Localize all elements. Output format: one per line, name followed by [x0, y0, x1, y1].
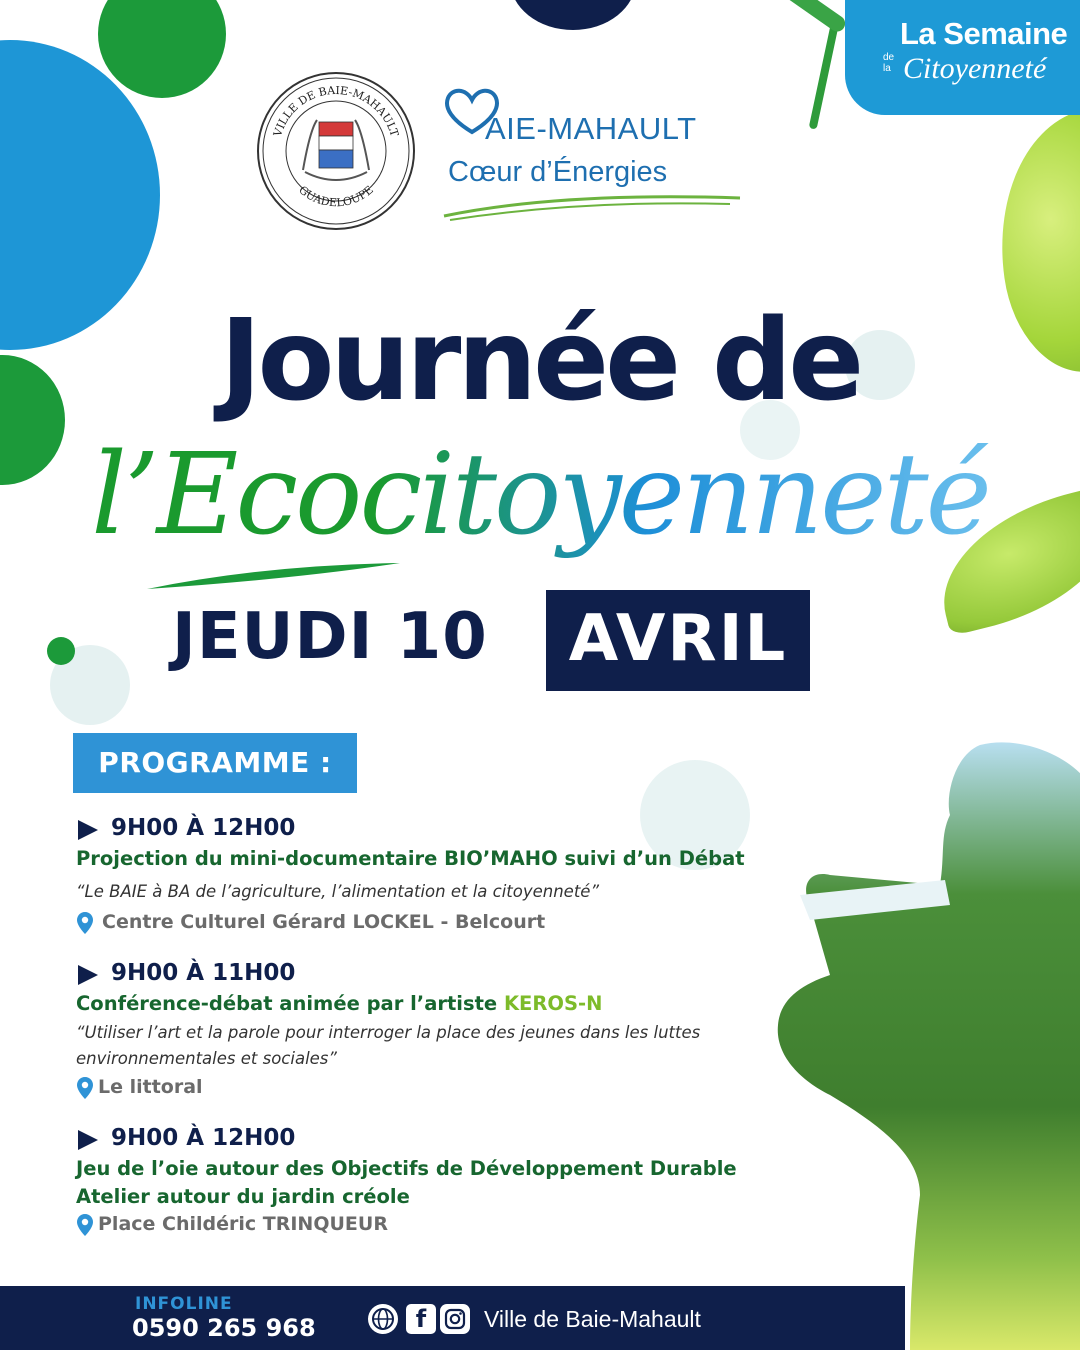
item-time: 9H00 À 11H00: [111, 960, 296, 986]
decorative-green-dot: [47, 637, 75, 665]
plant-leaf-decoration: [782, 0, 849, 35]
leaf-swoosh-decoration: [145, 555, 405, 595]
item-location: Centre Culturel Gérard LOCKEL - Belcourt: [102, 911, 546, 933]
title-line-1: Journée de: [219, 296, 861, 426]
arrow-icon: [78, 1130, 98, 1150]
programme-label: PROGRAMME :: [98, 746, 332, 779]
item-description: [76, 992, 602, 1015]
infoline-label: INFOLINE: [135, 1294, 233, 1314]
instagram-icon[interactable]: [440, 1304, 470, 1334]
item-quote: “Le BAIE à BA de l’agriculture, l’alimentation et la citoyenneté”: [76, 882, 600, 901]
swoosh-decoration: [440, 188, 750, 228]
date-day: JEUDI 10: [172, 600, 488, 674]
arrow-icon: [78, 965, 98, 985]
seal-bottom-text: GUADELOUPE: [296, 183, 376, 210]
brand-tagline: Cœur d’Énergies: [448, 156, 668, 188]
date-month-box: [546, 590, 810, 691]
artist-name: KEROS-N: [503, 992, 603, 1015]
location-pin-icon: [76, 1213, 94, 1237]
badge-subtitle: Citoyenneté: [903, 52, 1047, 85]
footer-bar: [0, 1286, 905, 1350]
badge-la: la: [883, 63, 891, 74]
badge-de-la: [883, 52, 894, 74]
globe-icon-shape: [368, 1304, 398, 1334]
item-description: Projection du mini-documentaire BIO’MAHO suivi d’un Débat: [76, 847, 745, 870]
globe-icon[interactable]: [368, 1304, 398, 1334]
item-location: Place Childéric TRINQUEUR: [98, 1213, 388, 1235]
item-time: 9H00 À 12H00: [111, 815, 296, 841]
badge-de: de: [883, 52, 895, 63]
arrow-icon: [78, 820, 98, 840]
baie-mahault-brand-logo: [440, 78, 760, 228]
badge-title: La Semaine: [900, 16, 1068, 51]
item-time: 9H00 À 12H00: [111, 1125, 296, 1151]
item-quote: “Utiliser l’art et la parole pour interroger la place des jeunes dans les luttes environnementales et sociales”: [76, 1023, 701, 1068]
decorative-green-circle: [98, 0, 226, 98]
instagram-icon-shape: [440, 1304, 470, 1334]
item-description: Jeu de l’oie autour des Objectifs de Développement Durable: [76, 1157, 737, 1180]
item-description-text: Conférence-débat animée par l’artiste: [76, 992, 504, 1015]
seal-top-text: VILLE DE BAIE-MAHAULT: [271, 83, 401, 139]
facebook-icon[interactable]: f: [406, 1304, 436, 1334]
item-location: Le littoral: [98, 1076, 203, 1098]
location-pin-icon: [76, 1076, 94, 1100]
brand-name: AIE-MAHAULT: [485, 111, 697, 146]
plant-stem-decoration: [809, 20, 840, 129]
forest-silhouette-image: [770, 735, 1080, 1350]
location-pin-icon: [76, 911, 94, 935]
title-line-2: l’Ecocitoyenneté: [0, 430, 1080, 560]
decorative-navy-circle: [510, 0, 636, 30]
date-month: AVRIL: [568, 602, 788, 676]
item-description-secondary: Atelier autour du jardin créole: [76, 1185, 410, 1208]
infoline-phone[interactable]: 0590 265 968: [132, 1314, 316, 1342]
city-seal-logo: [255, 70, 417, 232]
programme-header: [73, 733, 357, 793]
social-handle[interactable]: Ville de Baie-Mahault: [484, 1306, 701, 1332]
semaine-citoyennete-badge: [845, 0, 1080, 115]
